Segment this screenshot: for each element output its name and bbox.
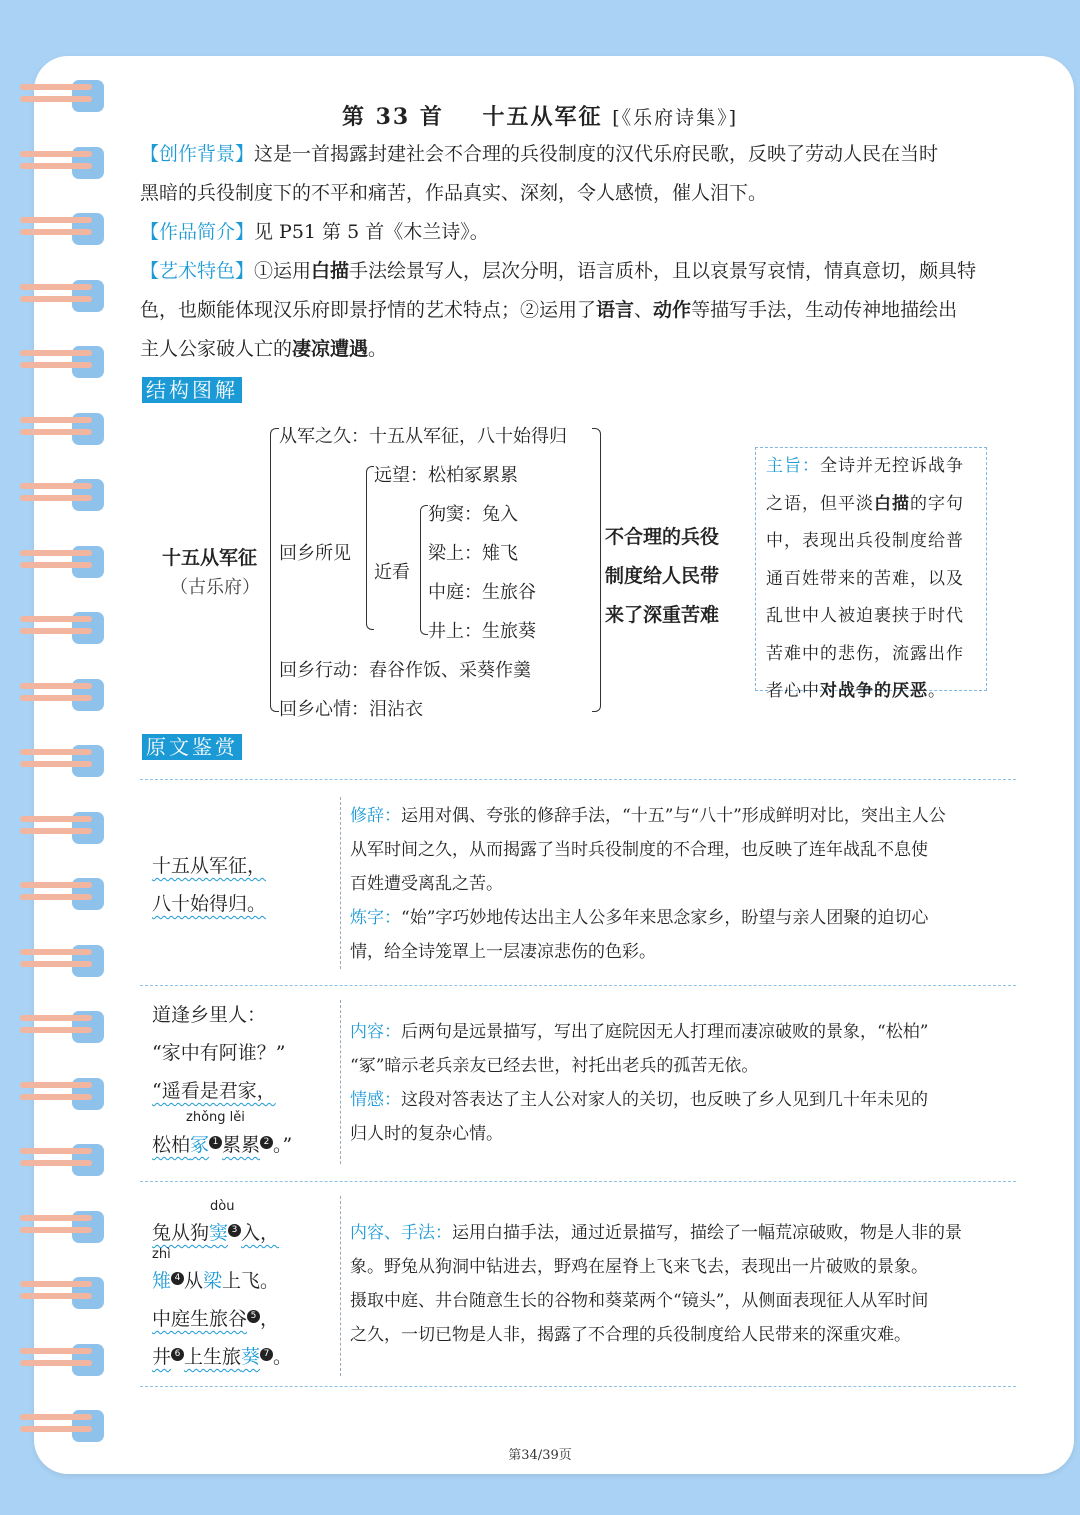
poem-text: 入， (241, 1222, 280, 1244)
diagram-n4: 井上：生旅葵 (428, 621, 536, 642)
poem-text: 松柏 (152, 1134, 191, 1156)
background-text: 这是一首揭露封建社会不合理的兵役制度的汉代乐府民歌，反映了劳动人民在当时 (254, 143, 939, 165)
background-line1 (140, 135, 938, 174)
binder-ring (20, 1009, 108, 1045)
poem-text: 梁 (203, 1270, 223, 1292)
binder-ring (20, 544, 108, 580)
footnote-marker: 2 (260, 1136, 273, 1149)
note-label: 情感： (350, 1090, 401, 1110)
note-text: 情，给全诗笼罩上一层凄凉悲伤的色彩。 (350, 942, 656, 962)
note-label: 炼字： (350, 908, 401, 928)
poem-text: ， (260, 1308, 280, 1330)
structure-heading-label: 结构图解 (142, 377, 242, 403)
art-text: 手法绘景写人，层次分明，语言质朴，且以哀景写哀情，情真意切，颇具特 (349, 260, 977, 282)
appreciation-heading (142, 734, 244, 760)
note-text: 从军时间之久，从而揭露了当时兵役制度的不合理，也反映了连年战乱不息使 (350, 840, 928, 860)
binder-ring (20, 876, 108, 912)
theme-text: 的字句中，表现出兵役制度给普通百姓带来的苦难，以及乱世中人被迫裹挟于时代苦难中的悲伤，流露出作者心中 (766, 493, 964, 701)
diagram-b1: 从军之久：十五从军征，八十始得归 (279, 426, 567, 447)
page-number: 第34/39页 (508, 1448, 572, 1463)
art-text: 白描 (311, 260, 350, 282)
poem-text: 兔从狗 (152, 1222, 210, 1244)
background-line2: 黑暗的兵役制度下的不平和痛苦，作品真实、深刻，令人感愤，催人泪下。 (140, 182, 768, 204)
page-title (0, 100, 1080, 131)
brace-right (592, 428, 601, 712)
divider (140, 1386, 1016, 1387)
binder-ring (20, 1408, 108, 1444)
note-text: “冢”暗示老兵亲友已经去世，衬托出老兵的孤苦无依。 (350, 1056, 759, 1076)
poem-text: 。 (273, 1346, 293, 1368)
poem-line: “遥看是君家， (152, 1080, 276, 1102)
s1-poem (152, 847, 266, 923)
poem-line: 十五从军征， (152, 855, 267, 877)
binder-ring (20, 1142, 108, 1178)
divider (340, 1196, 341, 1376)
appreciation-heading-label: 原文鉴赏 (142, 734, 242, 760)
note-text: 百姓遭受离乱之苦。 (350, 874, 503, 894)
intro-label: 【作品简介】 (140, 221, 255, 243)
poem-text: 葵 (241, 1346, 261, 1368)
art-label: 【艺术特色】 (140, 260, 255, 282)
diagram-near: 近看 (374, 562, 410, 583)
note-text: 之久，一切已物是人非，揭露了不合理的兵役制度给人民带来的深重灾难。 (350, 1325, 911, 1345)
structure-heading (142, 377, 244, 403)
art-line3 (140, 330, 387, 369)
note-label: 内容、手法： (350, 1223, 452, 1243)
pinyin-dou: dòu (210, 1199, 235, 1214)
theme-label: 主旨： (766, 456, 820, 476)
art-text: 主人公家破人亡的 (140, 338, 293, 360)
diagram-root-sub: （古乐府） (170, 577, 260, 598)
divider (140, 779, 1016, 780)
s1-notes (350, 799, 946, 969)
poem-title: 十五从军征 (482, 104, 603, 130)
art-text: 、 (634, 299, 654, 321)
binder-ring (20, 477, 108, 513)
conclusion-line: 来了深重苦难 (605, 604, 720, 626)
diagram-conclusion (605, 518, 719, 635)
art-line1 (140, 252, 976, 291)
poem-line: 八十始得归。 (152, 893, 267, 915)
poem-text: 窦 (209, 1222, 229, 1244)
poem-line (152, 1214, 279, 1252)
pinyin-zhi: zhì (152, 1247, 171, 1262)
poem-source: [《乐府诗集》] (612, 107, 739, 129)
theme-text: 。 (928, 681, 946, 701)
poem-text: 从 (184, 1270, 204, 1292)
footnote-marker: 3 (228, 1224, 241, 1237)
binder-ring (20, 1342, 108, 1378)
binder-ring (20, 1275, 108, 1311)
s3-notes (350, 1216, 962, 1352)
binder-ring (20, 677, 108, 713)
poem-text: 中庭生旅谷 (152, 1308, 248, 1330)
diagram-b3: 回乡行动：舂谷作饭、采葵作羹 (279, 660, 531, 681)
divider (140, 1181, 1016, 1182)
footnote-marker: 4 (171, 1272, 184, 1285)
poem-text: 上生旅 (184, 1346, 242, 1368)
binder-ring (20, 145, 108, 181)
s2-notes (350, 1015, 928, 1151)
art-text: 动作 (653, 299, 692, 321)
art-text: 等描写手法，生动传神地描绘出 (691, 299, 958, 321)
art-text: ①运用 (254, 260, 312, 282)
pinyin-zhonglei: zhǒng lěi (186, 1110, 245, 1125)
art-text: 语言 (596, 299, 635, 321)
note-text: “始”字巧妙地传达出主人公多年来思念家乡，盼望与亲人团聚的迫切心 (401, 908, 929, 928)
brace-main (270, 428, 279, 712)
divider (340, 1000, 341, 1164)
note-text: 后两句是远景描写，写出了庭院因无人打理而凄凉破败的景象，“松柏” (401, 1022, 929, 1042)
diagram-n2: 梁上：雉飞 (428, 543, 518, 564)
poem-line (152, 1126, 292, 1164)
note-text: 运用白描手法，通过近景描写，描绘了一幅荒凉破败，物是人非的景 (452, 1223, 962, 1243)
poem-text: 雉 (152, 1270, 172, 1292)
background-label: 【创作背景】 (140, 143, 255, 165)
poem-number: 第 33 首 (341, 104, 444, 130)
diagram-n3: 中庭：生旅谷 (428, 582, 536, 603)
binder-ring (20, 610, 108, 646)
footnote-marker: 6 (171, 1348, 184, 1361)
brace-b2 (366, 466, 374, 630)
binder-ring (20, 211, 108, 247)
poem-text: 冢 (190, 1134, 210, 1156)
binder-ring (20, 810, 108, 846)
binder-ring (20, 943, 108, 979)
note-text: 摄取中庭、井台随意生长的谷物和葵菜两个“镜头”，从侧面表现征人从军时间 (350, 1291, 929, 1311)
theme-text: 白描 (874, 493, 910, 514)
note-text: 这段对答表达了主人公对家人的关切，也反映了乡人见到几十年未见的 (401, 1090, 928, 1110)
binder-ring (20, 278, 108, 314)
intro-text: 见 P51 第 5 首《木兰诗》。 (254, 221, 489, 243)
diagram-b4: 回乡心情：泪沾衣 (279, 699, 423, 720)
art-text: 。 (368, 338, 388, 360)
poem-text: 。” (273, 1134, 293, 1156)
binder-ring (20, 1076, 108, 1112)
poem-line: 道逢乡里人： (152, 1004, 267, 1026)
poem-line (152, 1338, 292, 1376)
footnote-marker: 5 (247, 1310, 260, 1323)
brace-near (420, 505, 428, 635)
poem-text: 累累 (222, 1134, 261, 1156)
poem-line (152, 1300, 279, 1338)
note-label: 内容： (350, 1022, 401, 1042)
note-text: 运用对偶、夸张的修辞手法，“十五”与“八十”形成鲜明对比，突出主人公 (401, 806, 946, 826)
intro-line (140, 213, 489, 252)
binder-ring (20, 743, 108, 779)
poem-line (152, 1262, 279, 1300)
s2-poem (152, 996, 285, 1110)
conclusion-line: 不合理的兵役 (605, 526, 720, 548)
footnote-marker: 1 (209, 1136, 222, 1149)
divider (340, 797, 341, 969)
art-text: 凄凉遭遇 (292, 338, 369, 360)
conclusion-line: 制度给人民带 (605, 565, 720, 587)
binder-ring (20, 1209, 108, 1245)
note-text: 归人时的复杂心情。 (350, 1124, 503, 1144)
diagram-b2: 回乡所见 (279, 543, 351, 564)
poem-line: “家中有阿谁？” (152, 1042, 286, 1064)
diagram-far: 远望：松柏冢累累 (374, 465, 518, 486)
poem-text: 井 (152, 1346, 172, 1368)
divider (140, 985, 1016, 986)
note-text: 象。野兔从狗洞中钻进去，野鸡在屋脊上飞来飞去，表现出一片破败的景象。 (350, 1257, 928, 1277)
binder-ring (20, 411, 108, 447)
binder-ring (20, 344, 108, 380)
art-text: 色，也颇能体现汉乐府即景抒情的艺术特点；②运用了 (140, 299, 597, 321)
diagram-root: 十五从军征 (162, 547, 258, 569)
theme-box (755, 447, 987, 701)
poem-text: 上飞。 (222, 1270, 280, 1292)
footnote-marker: 7 (260, 1348, 273, 1361)
theme-text: 全诗并无控诉战争之语，但平淡 (766, 456, 964, 514)
theme-text: 对战争的厌恶 (820, 681, 928, 701)
diagram-n1: 狗窦：兔入 (428, 504, 518, 525)
art-line2 (140, 291, 957, 330)
note-label: 修辞： (350, 806, 401, 826)
